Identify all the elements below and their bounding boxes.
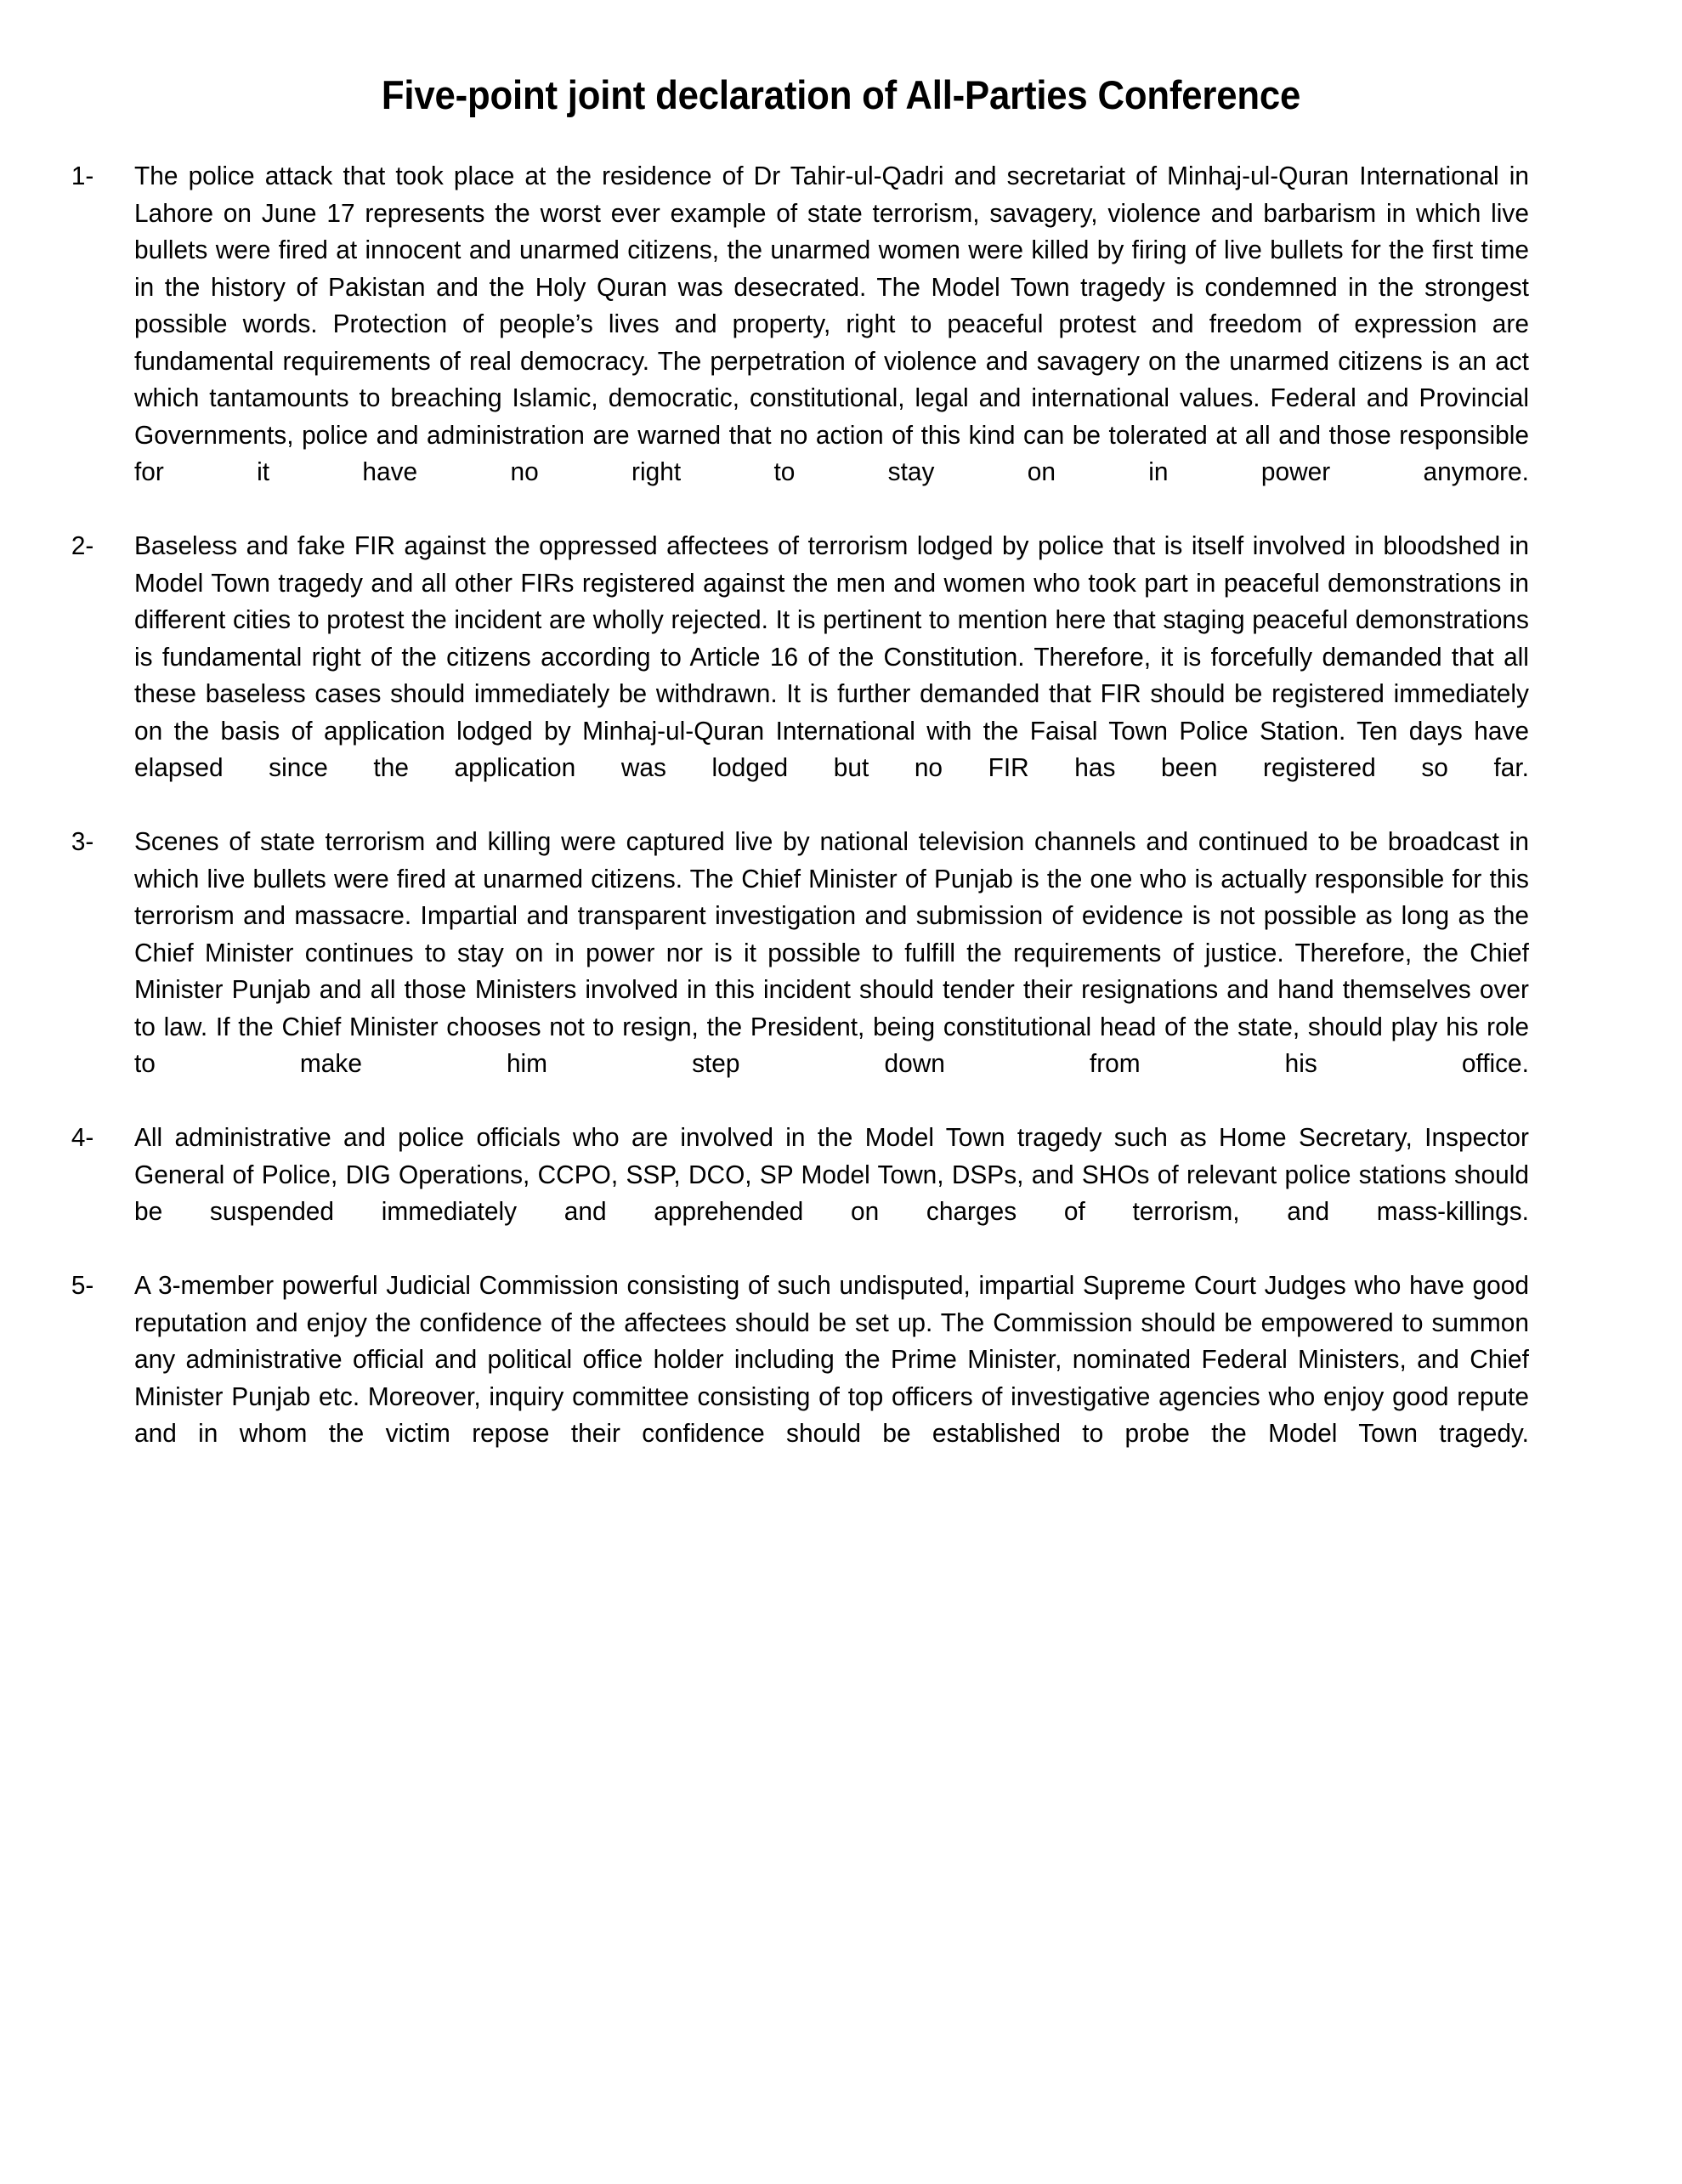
list-item <box>68 1267 1583 1489</box>
list-item-text: A 3-member powerful Judicial Commission consisting of such undisputed, impartial Supreme Court Judges who have good reputation and enjoy the confidence of the affectees should be set up. The Commission should be empowered to summon any administrative official and political office holder including the Prime Minister, nominated Federal Ministers, and Chief Minister Punjab etc. Moreover, inquiry committee consisting of top officers of investigative agencies who enjoy good repute and in whom the victim repose their confidence should be established to probe the Model Town tragedy. <box>134 1270 1529 1448</box>
list-item-text: Scenes of state terrorism and killing were captured live by national television channels and continued to be broadcast in which live bullets were fired at unarmed citizens. The Chief Minister of Punjab is the one who is actually responsible for this terrorism and massacre. Impartial and transparent investigation and submission of evidence is not possible as long as the Chief Minister continues to stay on in power nor is it possible to fulfill the requirements of justice. Therefore, the Chief Minister Punjab and all those Ministers involved in this incident should tender their resignations and hand themselves over to law. If the Chief Minister chooses not to resign, the President, being constitutional head of the state, should play his role to make him step down from his office. <box>134 826 1529 1078</box>
list-item-marker: 1- <box>71 161 94 190</box>
list-item-text: The police attack that took place at the residence of Dr Tahir-ul-Qadri and secretariat of Minhaj-ul-Quran International in Lahore on June 17 represents the worst ever example of state terrorism, savagery, violence and barbarism in which live bullets were fired at innocent and unarmed citizens, the unarmed women were killed by firing of live bullets for the first time in the history of Pakistan and the Holy Quran was desecrated. The Model Town tragedy is condemned in the strongest possible words. Protection of people’s lives and property, right to peaceful protest and freedom of expression are fundamental requirements of real democracy. The perpetration of violence and savagery on the unarmed citizens is an act which tantamounts to breaching Islamic, democratic, constitutional, legal and international values. Federal and Provincial Governments, police and administration are warned that no action of this kind can be tolerated at all and those responsible for it have no right to stay on in power anymore. <box>134 161 1529 486</box>
list-item <box>68 1119 1583 1267</box>
list-item-text: Baseless and fake FIR against the oppressed affectees of terrorism lodged by police that is itself involved in bloodshed in Model Town tragedy and all other FIRs registered against the men and women who took part in peaceful demonstrations in different cities to protest the incident are wholly rejected. It is pertinent to mention here that staging peaceful demonstrations is fundamental right of the citizens according to Article 16 of the Constitution. Therefore, it is forcefully demanded that all these baseless cases should immediately be withdrawn. It is further demanded that FIR should be registered immediately on the basis of application lodged by Minhaj-ul-Quran International with the Faisal Town Police Station. Ten days have elapsed since the application was lodged but no FIR has been registered so far. <box>134 530 1529 782</box>
page-title: Five-point joint declaration of All-Parties Conference <box>381 72 1301 117</box>
list-item <box>68 527 1583 823</box>
list-item-marker: 3- <box>71 826 94 856</box>
list-item-marker: 5- <box>71 1270 94 1300</box>
list-item-marker: 4- <box>71 1122 94 1152</box>
list-item-marker: 2- <box>71 530 94 560</box>
list-item <box>68 157 1583 527</box>
declaration-points-list <box>68 157 1583 1489</box>
list-item-text: All administrative and police officials who are involved in the Model Town tragedy such as Home Secretary, Inspector General of Police, DIG Operations, CCPO, SSP, DCO, SP Model Town, DSPs, and SHOs of relevant police stations should be suspended immediately and apprehended on charges of terrorism, and mass-killings. <box>134 1122 1529 1226</box>
list-item <box>68 823 1583 1119</box>
